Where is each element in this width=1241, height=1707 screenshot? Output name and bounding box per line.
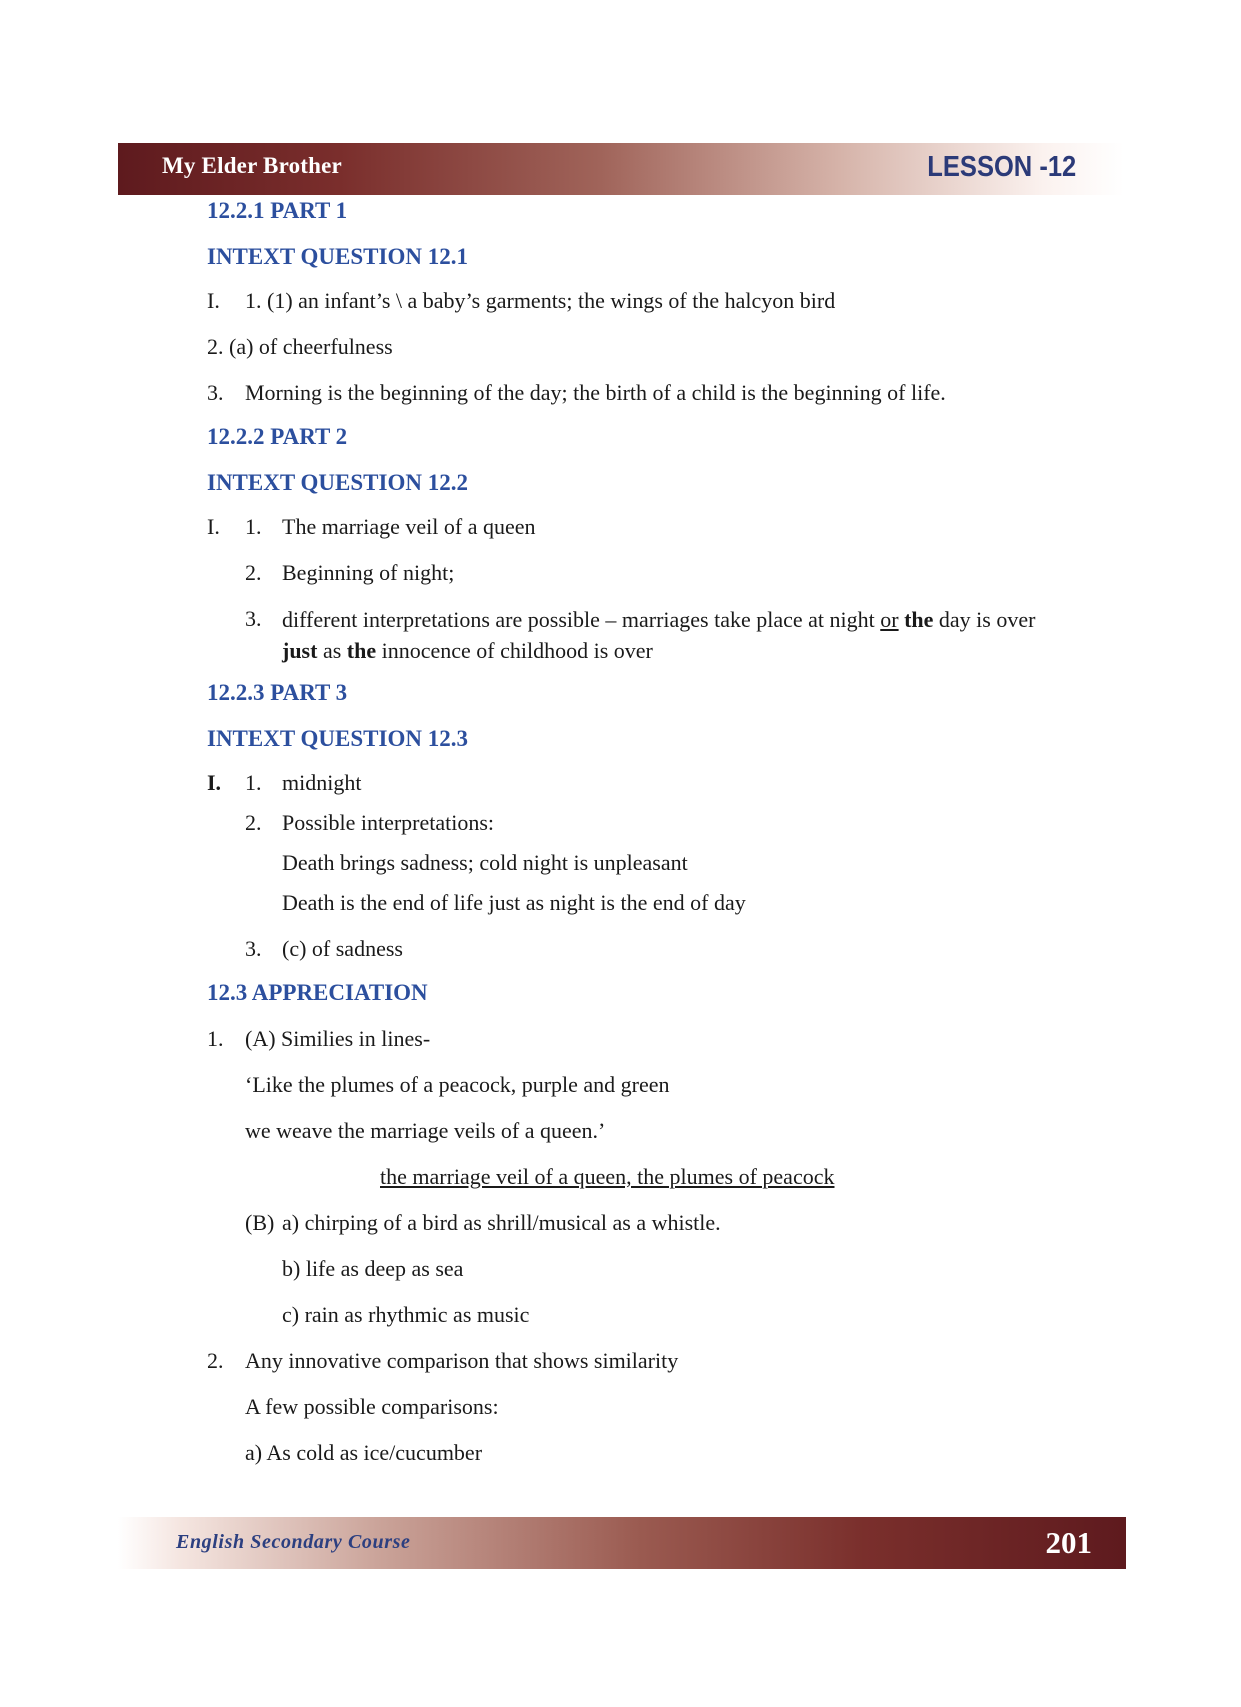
course-name: English Secondary Course <box>176 1531 411 1553</box>
page-footer <box>118 1517 1126 1569</box>
answer-text: midnight <box>282 770 362 795</box>
item-number: 2. <box>245 560 262 585</box>
roman-numeral: I. <box>207 770 222 795</box>
answer-line: b) life as deep as sea <box>282 1256 464 1281</box>
item-number: 1. <box>245 514 262 539</box>
quote-line: we weave the marriage veils of a queen.’ <box>245 1118 606 1143</box>
text-run: innocence of childhood is over <box>376 638 653 663</box>
page-number: 201 <box>1045 1525 1092 1560</box>
answer-line <box>207 332 1067 362</box>
answer-text: 1. (1) an infant’s \ a baby’s garments; the wings of the halcyon bird <box>245 288 836 313</box>
intext-heading-12-2: INTEXT QUESTION 12.2 <box>207 470 468 495</box>
answer-text: The marriage veil of a queen <box>282 514 536 539</box>
answer-text: 2. (a) of cheerfulness <box>207 334 393 359</box>
roman-numeral: I. <box>207 514 220 539</box>
answer-line <box>207 1024 1067 1054</box>
roman-numeral: I. <box>207 288 220 313</box>
answer-line <box>207 558 1067 588</box>
intext-heading-12-1: INTEXT QUESTION 12.1 <box>207 244 468 269</box>
section-heading-part3: 12.2.3 PART 3 <box>207 680 348 705</box>
item-number: 3. <box>207 380 224 405</box>
answer-line: A few possible comparisons: <box>245 1394 499 1419</box>
answer-line <box>207 286 1067 316</box>
text-run: as <box>317 638 347 663</box>
answer-text: Any innovative comparison that shows similarity <box>245 1348 679 1373</box>
answer-text: (c) of sadness <box>282 936 403 961</box>
answer-line <box>207 934 1067 964</box>
item-number: 2. <box>207 1348 224 1373</box>
item-label: (B) <box>245 1210 275 1235</box>
answer-line <box>207 768 1067 798</box>
underlined-word: or <box>880 607 899 632</box>
item-number: 3. <box>245 606 262 631</box>
answer-line <box>207 378 1067 408</box>
answer-text: (A) Similies in lines- <box>245 1026 431 1051</box>
item-number: 2. <box>245 810 262 835</box>
underlined-comparison: the marriage veil of a queen, the plumes of peacock <box>380 1164 835 1189</box>
intext-heading-12-3: INTEXT QUESTION 12.3 <box>207 726 468 751</box>
chapter-title: My Elder Brother <box>162 153 342 178</box>
bold-word: the <box>904 607 934 632</box>
bold-word: the <box>346 638 377 663</box>
bold-word: just <box>282 638 318 663</box>
answer-text: Beginning of night; <box>282 560 455 585</box>
answer-line: Death is the end of life just as night is the end of day <box>282 890 746 915</box>
answer-text <box>282 604 1042 666</box>
quote-line: ‘Like the plumes of a peacock, purple and green <box>245 1072 670 1097</box>
lesson-label: LESSON -12 <box>927 151 1076 183</box>
answer-text: Morning is the beginning of the day; the birth of a child is the beginning of life. <box>245 380 946 405</box>
page-content <box>207 196 1067 1468</box>
answer-line <box>207 512 1067 542</box>
item-number: 3. <box>245 936 262 961</box>
answer-text: Possible interpretations: <box>282 810 495 835</box>
answer-line <box>207 1346 1067 1376</box>
answer-line <box>207 808 1067 838</box>
section-heading-part1: 12.2.1 PART 1 <box>207 198 348 223</box>
answer-line: Death brings sadness; cold night is unpleasant <box>282 850 688 875</box>
text-run: different interpretations are possible – marriages take place at night <box>282 607 881 632</box>
answer-line: c) rain as rhythmic as music <box>282 1302 530 1327</box>
answer-line <box>207 604 1067 666</box>
text-run: day is over <box>933 607 1036 632</box>
section-heading-appreciation: 12.3 APPRECIATION <box>207 980 428 1005</box>
page-header <box>118 143 1124 195</box>
item-number: 1. <box>245 770 262 795</box>
answer-text: a) chirping of a bird as shrill/musical as a whistle. <box>282 1210 721 1235</box>
item-number: 1. <box>207 1026 224 1051</box>
section-heading-part2: 12.2.2 PART 2 <box>207 424 348 449</box>
answer-line <box>207 1208 1067 1238</box>
answer-line: a) As cold as ice/cucumber <box>245 1440 483 1465</box>
